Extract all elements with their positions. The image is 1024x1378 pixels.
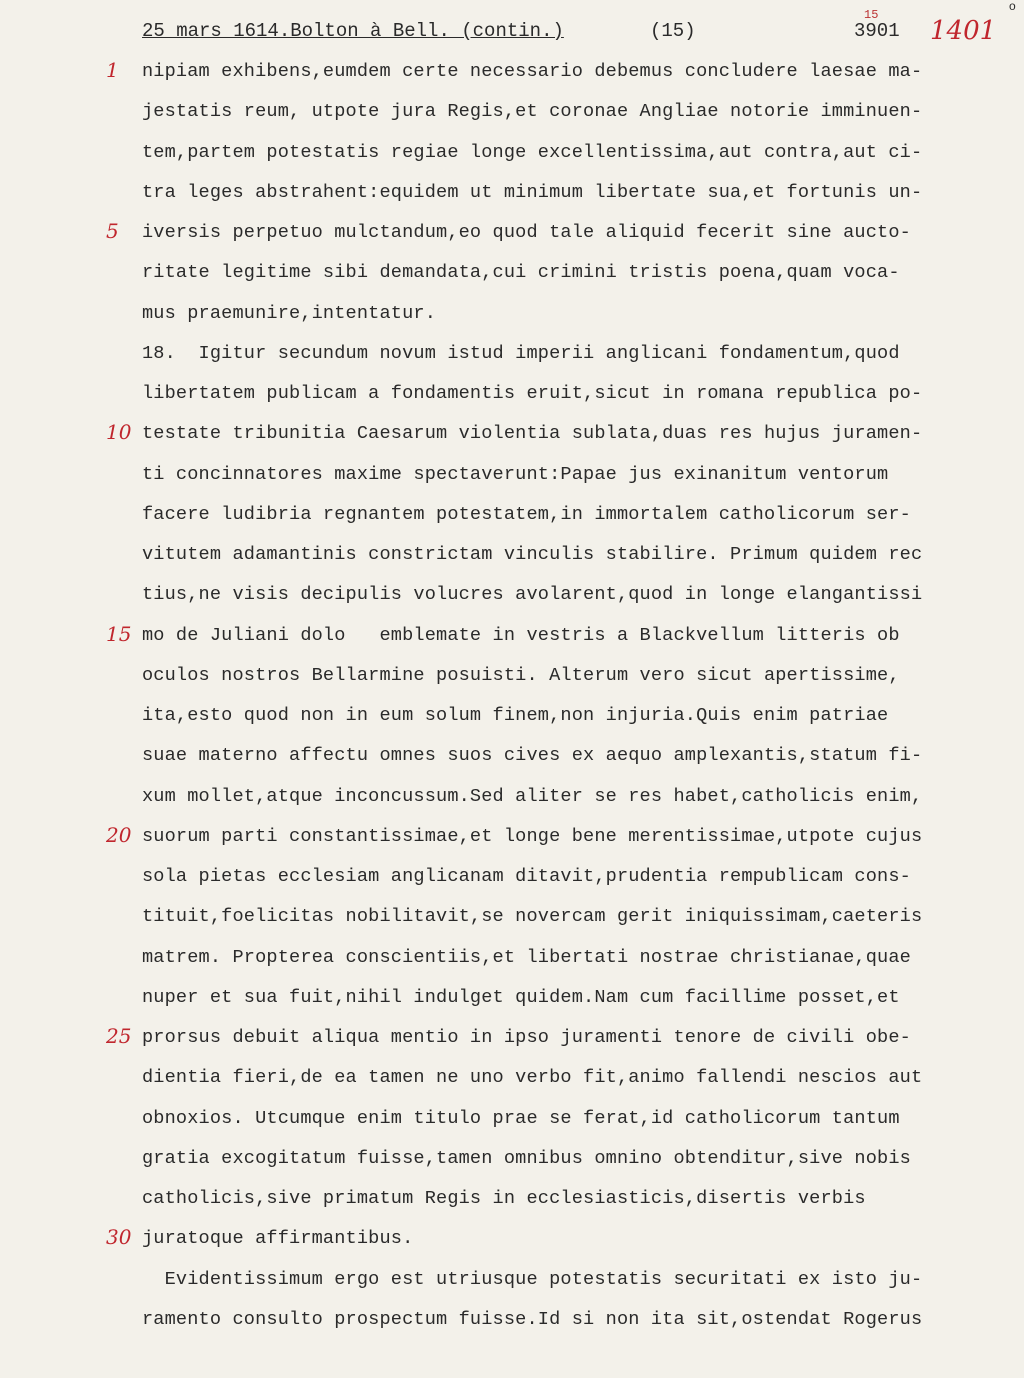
text-line: sola pietas ecclesiam anglicanam ditavit,prudentia rempublicam cons- xyxy=(142,866,911,887)
text-line: catholicis,sive primatum Regis in ecclesiasticis,disertis verbis xyxy=(142,1188,866,1209)
text-line: mus praemunire,intentatur. xyxy=(142,302,437,324)
text-line: tem,partem potestatis regiae longe excellentissima,aut contra,aut ci- xyxy=(142,141,923,163)
text-line: gratia excogitatum fuisse,tamen omnibus omnino obtenditur,sive nobis xyxy=(142,1147,911,1169)
text-line: facere ludibria regnantem potestatem,in immortalem catholicorum ser- xyxy=(142,503,911,525)
text-line: oculos nostros Bellarmine posuisti. Alterum vero sicut apertissime, xyxy=(142,664,900,686)
text-line: ritate legitime sibi demandata,cui crimini tristis poena,quam voca- xyxy=(142,262,900,284)
header-stamp-small: 15 xyxy=(864,8,879,22)
text-line: libertatem publicam a fondamentis eruit,sicut in romana republica po- xyxy=(142,383,923,404)
text-line: juratoque affirmantibus. xyxy=(142,1228,414,1250)
margin-number: 30 xyxy=(106,1225,132,1250)
text-line: ti concinnatores maxime spectaverunt:Papae jus exinanitum ventorum xyxy=(142,463,889,485)
corner-mark: o xyxy=(1008,0,1016,14)
margin-number: 20 xyxy=(106,822,132,847)
text-line: ita,esto quod non in eum solum finem,non injuria.Quis enim patriae xyxy=(142,705,889,726)
header-title: 25 mars 1614.Bolton à Bell. (contin.) xyxy=(142,20,564,42)
text-line: prorsus debuit aliqua mentio in ipso juramenti tenore de civili obe- xyxy=(142,1027,911,1048)
text-line: nipiam exhibens,eumdem certe necessario debemus concludere laesae ma- xyxy=(142,61,923,82)
margin-number: 15 xyxy=(106,621,132,646)
text-line: xum mollet,atque inconcussum.Sed aliter se res habet,catholicis enim, xyxy=(142,785,923,807)
header-red-number: 1401 xyxy=(930,16,997,46)
text-line: Evidentissimum ergo est utriusque potestatis securitati ex isto ju- xyxy=(142,1268,923,1290)
text-line: iversis perpetuo mulctandum,eo quod tale aliquid fecerit sine aucto- xyxy=(142,222,911,243)
text-line: matrem. Propterea conscientiis,et libertati nostrae christianae,quae xyxy=(142,946,911,968)
header-page-number: (15) xyxy=(650,20,696,42)
text-line: ramento consulto prospectum fuisse.Id si non ita sit,ostendat Rogerus xyxy=(142,1308,923,1330)
margin-number: 1 xyxy=(106,58,119,82)
text-line: suae materno affectu omnes suos cives ex aequo amplexantis,statum fi- xyxy=(142,745,923,767)
text-line: 18. Igitur secundum novum istud imperii anglicani fondamentum,quod xyxy=(142,342,900,364)
text-line: nuper et sua fuit,nihil indulget quidem.Nam cum facillime posset,et xyxy=(142,986,900,1008)
text-line: jestatis reum, utpote jura Regis,et coronae Angliae notorie imminuen- xyxy=(142,101,923,123)
text-line: tius,ne visis decipulis volucres avolarent,quod in longe elangantissi xyxy=(142,584,923,606)
text-line: testate tribunitia Caesarum violentia sublata,duas res hujus juramen- xyxy=(142,423,923,445)
page-header xyxy=(142,8,1002,56)
margin-number: 25 xyxy=(106,1024,132,1048)
text-line: tra leges abstrahent:equidem ut minimum libertate sua,et fortunis un- xyxy=(142,181,923,203)
text-line: obnoxios. Utcumque enim titulo prae se ferat,id catholicorum tantum xyxy=(142,1107,900,1129)
text-line: dientia fieri,de ea tamen ne uno verbo fit,animo fallendi nescios aut xyxy=(142,1067,923,1089)
margin-number: 5 xyxy=(106,219,119,243)
text-line: tituit,foelicitas nobilitavit,se novercam gerit iniquissimam,caeteris xyxy=(142,906,923,928)
header-stamp: 3901 xyxy=(854,20,900,42)
text-line: suorum parti constantissimae,et longe bene merentissimae,utpote cujus xyxy=(142,825,923,847)
text-line: vitutem adamantinis constrictam vinculis stabilire. Primum quidem rec xyxy=(142,544,923,565)
text-line: mo de Juliani dolo emblemate in vestris a Blackvellum litteris ob xyxy=(142,624,900,646)
margin-number: 10 xyxy=(106,420,132,445)
